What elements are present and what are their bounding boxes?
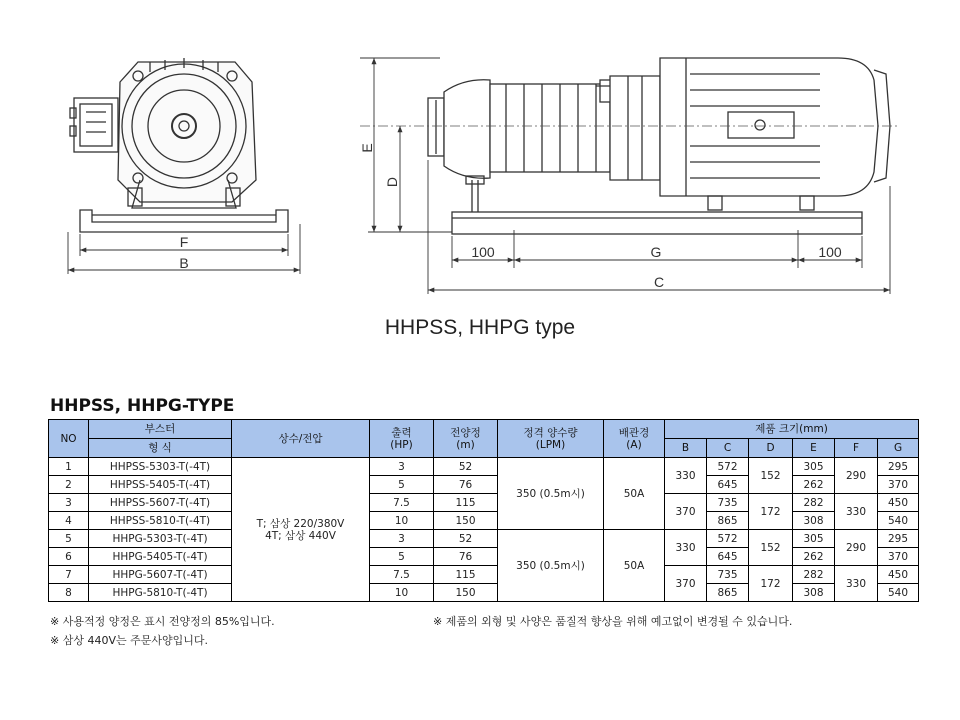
cell-c: 865 [707,512,749,530]
cell-head: 76 [434,548,498,566]
cell-no: 6 [49,548,89,566]
cell-no: 1 [49,458,89,476]
cell-no: 2 [49,476,89,494]
cell-g: 540 [878,512,919,530]
cell-f: 290 [835,458,878,494]
table-title: HHPSS, HHPG-TYPE [50,396,235,416]
cell-f: 290 [835,530,878,566]
dim-label-100-left: 100 [471,244,495,260]
cell-g: 370 [878,476,919,494]
dim-label-100-right: 100 [818,244,842,260]
cell-hp: 3 [370,530,434,548]
header-output-unit: (HP) [390,438,413,451]
cell-no: 8 [49,584,89,602]
cell-head: 150 [434,512,498,530]
note-head-efficiency: ※ 사용적정 양정은 표시 전양정의 85%입니다. [50,615,275,628]
cell-c: 645 [707,476,749,494]
cell-c: 572 [707,530,749,548]
header-c: C [707,439,749,458]
cell-model: HHPSS-5607-T(-4T) [89,494,232,512]
cell-head: 76 [434,476,498,494]
header-flow-unit: (LPM) [535,438,566,451]
header-output-label: 출력 [391,426,412,439]
cell-f: 330 [835,566,878,602]
dim-label-e: E [359,143,375,153]
cell-head: 52 [434,458,498,476]
cell-e: 305 [793,458,835,476]
cell-hp: 5 [370,476,434,494]
cell-e: 308 [793,512,835,530]
dim-label-f: F [179,234,189,250]
table-row [49,566,919,584]
header-pipe [604,420,665,458]
header-d: D [749,439,793,458]
table-row [49,494,919,512]
cell-e: 262 [793,476,835,494]
header-b: B [665,439,707,458]
header-head-label: 전양정 [450,426,481,439]
cell-g: 370 [878,548,919,566]
cell-c: 735 [707,494,749,512]
cell-e: 308 [793,584,835,602]
cell-b: 370 [665,494,707,530]
cell-no: 5 [49,530,89,548]
header-pipe-unit: (A) [626,438,642,451]
dim-label-c: C [653,274,665,290]
cell-model: HHPSS-5810-T(-4T) [89,512,232,530]
cell-flow: 350 (0.5m시) [498,530,604,602]
cell-hp: 5 [370,548,434,566]
cell-d: 152 [749,530,793,566]
cell-e: 282 [793,566,835,584]
cell-g: 540 [878,584,919,602]
cell-flow: 350 (0.5m시) [498,458,604,530]
cell-g: 295 [878,458,919,476]
cell-e: 305 [793,530,835,548]
header-output [370,420,434,458]
cell-g: 450 [878,566,919,584]
header-pipe-label: 배관경 [618,426,650,439]
header-flow-label: 정격 양수량 [523,426,578,439]
cell-d: 152 [749,458,793,494]
cell-d: 172 [749,494,793,530]
header-head-unit: (m) [456,438,475,451]
table-row [49,458,919,476]
header-dimensions: 제품 크기(mm) [665,420,919,439]
cell-model: HHPSS-5303-T(-4T) [89,458,232,476]
pump-side-view [428,58,890,234]
header-head [434,420,498,458]
pump-front-view [70,58,288,232]
cell-hp: 7.5 [370,494,434,512]
dim-label-g: G [650,244,662,260]
cell-b: 330 [665,458,707,494]
pump-dimension-drawing [0,0,960,310]
header-flow [498,420,604,458]
cell-f: 330 [835,494,878,530]
phase-voltage-line2: 4T; 삼상 440V [265,529,336,542]
cell-g: 450 [878,494,919,512]
cell-d: 172 [749,566,793,602]
cell-hp: 7.5 [370,566,434,584]
spec-table [48,419,919,602]
cell-pipe: 50A [604,458,665,530]
header-e: E [793,439,835,458]
cell-no: 4 [49,512,89,530]
header-no: NO [49,420,89,458]
cell-model: HHPSS-5405-T(-4T) [89,476,232,494]
cell-no: 7 [49,566,89,584]
cell-phase-voltage [232,458,370,602]
header-booster: 부스터 [89,420,232,439]
note-spec-change: ※ 제품의 외형 및 사양은 품질적 향상을 위해 예고없이 변경될 수 있습니다. [433,615,793,628]
header-model: 형 식 [89,439,232,458]
drawing-caption: HHPSS, HHPG type [384,316,576,339]
cell-hp: 10 [370,584,434,602]
cell-g: 295 [878,530,919,548]
cell-model: HHPG-5607-T(-4T) [89,566,232,584]
cell-c: 735 [707,566,749,584]
cell-b: 330 [665,530,707,566]
cell-c: 645 [707,548,749,566]
cell-e: 262 [793,548,835,566]
cell-model: HHPG-5303-T(-4T) [89,530,232,548]
header-phase-voltage: 상수/전압 [232,420,370,458]
cell-hp: 10 [370,512,434,530]
cell-head: 52 [434,530,498,548]
note-440v-order: ※ 삼상 440V는 주문사양입니다. [50,634,208,647]
cell-head: 115 [434,566,498,584]
cell-pipe: 50A [604,530,665,602]
header-g: G [878,439,919,458]
cell-model: HHPG-5810-T(-4T) [89,584,232,602]
cell-hp: 3 [370,458,434,476]
cell-c: 572 [707,458,749,476]
cell-b: 370 [665,566,707,602]
dim-label-d: D [384,176,400,188]
cell-model: HHPG-5405-T(-4T) [89,548,232,566]
cell-e: 282 [793,494,835,512]
cell-head: 150 [434,584,498,602]
table-row [49,530,919,548]
phase-voltage-line1: T; 삼상 220/380V [256,517,345,530]
cell-no: 3 [49,494,89,512]
cell-head: 115 [434,494,498,512]
cell-c: 865 [707,584,749,602]
header-f: F [835,439,878,458]
dim-label-b: B [179,255,189,271]
